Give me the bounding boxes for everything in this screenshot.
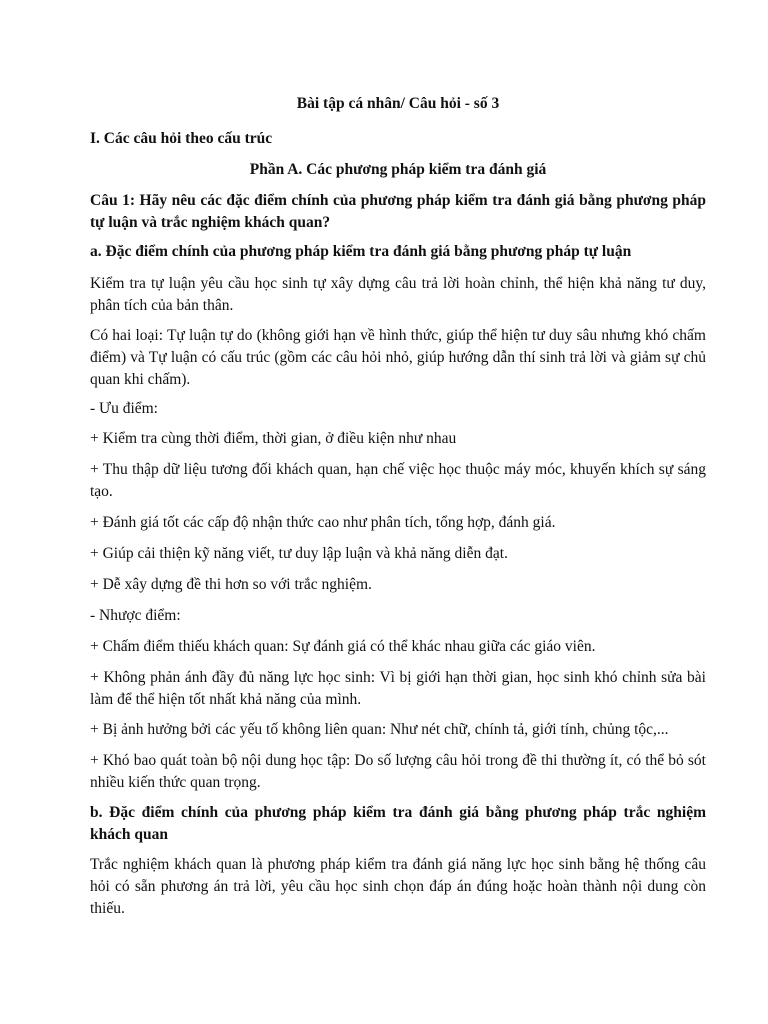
list-item: + Đánh giá tốt các cấp độ nhận thức cao như phân tích, tổng hợp, đánh giá. [90, 514, 556, 531]
paragraph-objective-intro: Trắc nghiệm khách quan là phương pháp kiểm tra đánh giá năng lực học sinh bằng hệ thống câu hỏi có sẵn phương án trả lời, yêu cầu học sinh chọn đáp án đúng hoặc hoàn thành nội dung còn thiếu. [90, 856, 706, 917]
list-item: + Khó bao quát toàn bộ nội dung học tập: Do số lượng câu hỏi trong đề thi thường ít, có thể bỏ sót nhiều kiến thức quan trọng. [90, 752, 706, 791]
list-item: + Dễ xây dựng đề thi hơn so với trắc nghiệm. [90, 576, 372, 593]
list-item: + Chấm điểm thiếu khách quan: Sự đánh giá có thể khác nhau giữa các giáo viên. [90, 638, 596, 655]
subheading-essay: a. Đặc điểm chính của phương pháp kiểm tra đánh giá bằng phương pháp tự luận [90, 243, 632, 260]
list-item: + Giúp cải thiện kỹ năng viết, tư duy lập luận và khả năng diễn đạt. [90, 545, 508, 562]
advantages-label: - Ưu điểm: [90, 400, 158, 417]
list-item: + Không phản ánh đầy đủ năng lực học sinh: Vì bị giới hạn thời gian, học sinh khó chỉnh sửa bài làm để thể hiện tốt nhất khả năng của mình. [90, 669, 706, 708]
question-1: Câu 1: Hãy nêu các đặc điểm chính của phương pháp kiểm tra đánh giá bằng phương pháp tự luận và trắc nghiệm khách quan? [90, 192, 706, 231]
list-item: + Bị ảnh hưởng bởi các yếu tố không liên quan: Như nét chữ, chính tả, giới tính, chủng tộc,... [90, 721, 669, 738]
section-heading: I. Các câu hỏi theo cấu trúc [90, 130, 273, 147]
subheading-objective: b. Đặc điểm chính của phương pháp kiểm tra đánh giá bằng phương pháp trắc nghiệm khách quan [90, 804, 706, 843]
document-title: Bài tập cá nhân/ Câu hỏi - số 3 [296, 95, 500, 112]
disadvantages-label: - Nhược điểm: [90, 607, 181, 624]
paragraph-essay-types: Có hai loại: Tự luận tự do (không giới hạn về hình thức, giúp thể hiện tư duy sâu nhưng khó chấm điểm) và Tự luận có cấu trúc (gồm các câu hỏi nhỏ, giúp hướng dẫn thí sinh trả lời và giảm sự chủ quan khi chấm). [90, 327, 706, 388]
list-item: + Kiểm tra cùng thời điểm, thời gian, ở điều kiện như nhau [90, 430, 457, 447]
part-heading: Phần A. Các phương pháp kiểm tra đánh giá [249, 161, 547, 178]
list-item: + Thu thập dữ liệu tương đối khách quan, hạn chế việc học thuộc máy móc, khuyến khích sự sáng tạo. [90, 461, 706, 500]
paragraph-essay-intro: Kiểm tra tự luận yêu cầu học sinh tự xây dựng câu trả lời hoàn chỉnh, thể hiện khả năng tư duy, phân tích của bản thân. [90, 275, 706, 314]
